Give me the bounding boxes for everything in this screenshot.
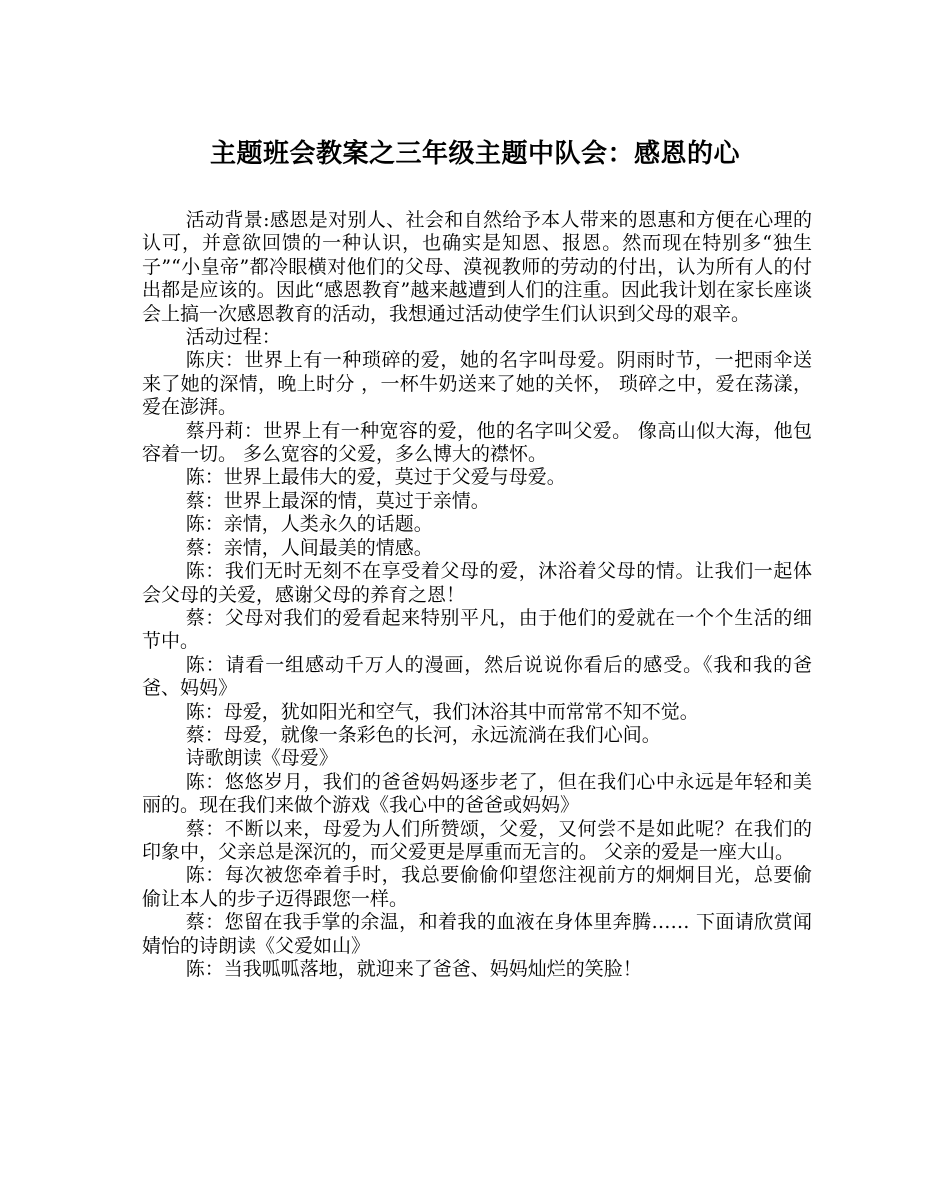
paragraph-chen-7: 陈：每次被您牵着手时，我总要偷偷仰望您注视前方的炯炯目光，总要偷偷让本人的步子迈得跟您一样。 <box>142 864 812 910</box>
paragraph-chen-4: 陈：请看一组感动千万人的漫画，然后说说你看后的感受。《我和我的爸爸、妈妈》 <box>142 653 812 700</box>
paragraph-chen-8: 陈：当我呱呱落地，就迎来了爸爸、妈妈灿烂的笑脸！ <box>185 958 642 980</box>
paragraph-cai-4: 蔡：母爱，就像一条彩色的长河，永远流淌在我们心间。 <box>185 723 661 746</box>
paragraph-chen-3: 陈：我们无时无刻不在享受着父母的爱，沐浴着父母的情。让我们一起体会父母的关爱，感谢父母的养育之恩！ <box>142 560 812 606</box>
paragraph-poem-reading: 诗歌朗读《母爱》 <box>185 747 338 770</box>
paragraph-cai-6: 蔡：您留在我手掌的余温，和着我的血液在身体里奔腾…… 下面请欣赏闻婧怡的诗朗读《父爱如山》 <box>142 911 812 957</box>
paragraph-cai-3: 蔡：父母对我们的爱看起来特别平凡，由于他们的爱就在一个个生活的细节中。 <box>142 606 812 653</box>
paragraph-chen-5: 陈：母爱，犹如阳光和空气，我们沐浴其中而常常不知不觉。 <box>185 700 699 723</box>
paragraph-chen-6: 陈：悠悠岁月，我们的爸爸妈妈逐步老了，但在我们心中永远是年轻和美丽的。现在我们来做个游戏《我心中的爸爸或妈妈》 <box>142 770 812 817</box>
paragraph-cai-danli: 蔡丹莉：世界上有一种宽容的爱，他的名字叫父爱。 像高山似大海，他包容着一切。 多么宽容的父爱，多么博大的襟怀。 <box>142 419 812 466</box>
paragraph-chen-1: 陈：世界上最伟大的爱，莫过于父爱与母爱。 <box>185 466 566 489</box>
paragraph-chen-2: 陈：亲情，人类永久的话题。 <box>185 513 433 536</box>
paragraph-process-heading: 活动过程： <box>185 326 281 349</box>
document-title: 主题班会教案之三年级主题中队会：感恩的心 <box>209 139 740 169</box>
paragraph-cai-1: 蔡：世界上最深的情，莫过于亲情。 <box>185 489 490 512</box>
paragraph-cai-5: 蔡：不断以来，母爱为人们所赞颂，父爱，又何尝不是如此呢？在我们的印象中，父亲总是深沉的，而父爱更是厚重而无言的。 父亲的爱是一座大山。 <box>142 817 812 863</box>
paragraph-chen-qing: 陈庆：世界上有一种琐碎的爱，她的名字叫母爱。阴雨时节，一把雨伞送来了她的深情，晚上时分 ，一杯牛奶送来了她的关怀， 琐碎之中，爱在荡漾，爱在澎湃。 <box>142 349 812 419</box>
document-body <box>142 209 812 981</box>
paragraph-background: 活动背景:感恩是对别人、社会和自然给予本人带来的恩惠和方便在心理的认可，并意欲回馈的一种认识，也确实是知恩、报恩。然而现在特别多“独生子”“小皇帝”都冷眼横对他们的父母、漠视教师的劳动的付出，认为所有人的付出都是应该的。因此“感恩教育”越来越遭到人们的注重。因此我计划在家长座谈会上搞一次感恩教育的活动，我想通过活动使学生们认识到父母的艰辛。 <box>142 209 812 325</box>
paragraph-cai-2: 蔡：亲情，人间最美的情感。 <box>185 536 433 559</box>
